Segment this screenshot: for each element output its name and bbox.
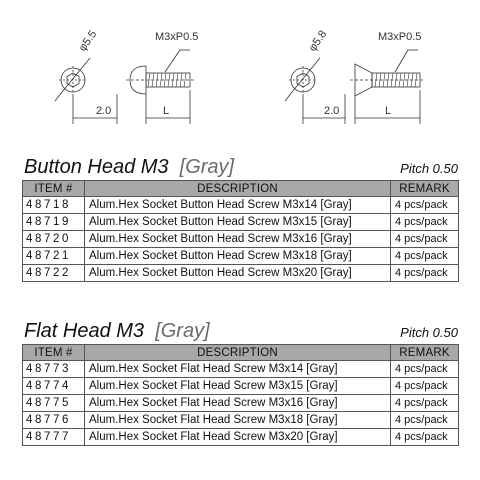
item-description: Alum.Hex Socket Flat Head Screw M3x20 [Gray] (85, 429, 391, 446)
item-number: 48719 (23, 214, 85, 231)
item-number: 48775 (23, 395, 85, 412)
button-head-drawing (55, 50, 194, 124)
item-remark: 4 pcs/pack (391, 361, 459, 378)
flat-head-section (22, 320, 458, 446)
flat-head-drawing (285, 50, 424, 124)
right-head-length-label: 2.0 (324, 105, 340, 117)
left-head-length-label: 2.0 (96, 105, 112, 117)
left-thread-label: M3xP0.5 (155, 31, 199, 43)
item-description: Alum.Hex Socket Button Head Screw M3x20 [Gray] (85, 265, 391, 282)
item-number: 48722 (23, 265, 85, 282)
section-title (22, 156, 458, 180)
table-header-row (23, 181, 459, 197)
item-description: Alum.Hex Socket Flat Head Screw M3x14 [Gray] (85, 361, 391, 378)
table-row (23, 197, 459, 214)
item-remark: 4 pcs/pack (391, 248, 459, 265)
table-row (23, 429, 459, 446)
item-number: 48774 (23, 378, 85, 395)
section-title (22, 320, 458, 344)
item-remark: 4 pcs/pack (391, 231, 459, 248)
left-length-label: L (163, 105, 170, 117)
item-remark: 4 pcs/pack (391, 197, 459, 214)
section-name: Button Head M3 (24, 156, 169, 178)
header-description: DESCRIPTION (85, 345, 391, 361)
item-description: Alum.Hex Socket Button Head Screw M3x16 [Gray] (85, 231, 391, 248)
right-thread-label: M3xP0.5 (378, 31, 422, 43)
table-header-row (23, 345, 459, 361)
item-description: Alum.Hex Socket Flat Head Screw M3x16 [Gray] (85, 395, 391, 412)
parts-table (22, 344, 459, 446)
section-name: Flat Head M3 (24, 320, 145, 342)
item-remark: 4 pcs/pack (391, 429, 459, 446)
header-item: ITEM # (23, 181, 85, 197)
screw-drawings-svg (0, 0, 480, 150)
header-remark: REMARK (391, 181, 459, 197)
item-remark: 4 pcs/pack (391, 265, 459, 282)
header-item: ITEM # (23, 345, 85, 361)
table-row (23, 248, 459, 265)
technical-drawings (0, 0, 480, 150)
table-row (23, 361, 459, 378)
item-description: Alum.Hex Socket Button Head Screw M3x15 [Gray] (85, 214, 391, 231)
item-remark: 4 pcs/pack (391, 395, 459, 412)
parts-table (22, 180, 459, 282)
header-description: DESCRIPTION (85, 181, 391, 197)
color-tag: [Gray] (179, 156, 235, 178)
header-remark: REMARK (391, 345, 459, 361)
color-tag: [Gray] (155, 320, 210, 342)
left-diameter-label: φ5.5 (76, 28, 100, 54)
table-row (23, 412, 459, 429)
item-number: 48720 (23, 231, 85, 248)
table-row (23, 231, 459, 248)
button-head-section (22, 156, 458, 282)
pitch-label: Pitch 0.50 (400, 161, 458, 176)
table-row (23, 265, 459, 282)
item-remark: 4 pcs/pack (391, 214, 459, 231)
item-number: 48773 (23, 361, 85, 378)
item-description: Alum.Hex Socket Button Head Screw M3x18 [Gray] (85, 248, 391, 265)
item-remark: 4 pcs/pack (391, 412, 459, 429)
table-row (23, 214, 459, 231)
item-number: 48718 (23, 197, 85, 214)
item-number: 48721 (23, 248, 85, 265)
item-description: Alum.Hex Socket Flat Head Screw M3x18 [Gray] (85, 412, 391, 429)
pitch-label: Pitch 0.50 (400, 325, 458, 340)
right-length-label: L (385, 105, 392, 117)
item-number: 48777 (23, 429, 85, 446)
item-description: Alum.Hex Socket Flat Head Screw M3x15 [Gray] (85, 378, 391, 395)
table-row (23, 378, 459, 395)
item-remark: 4 pcs/pack (391, 378, 459, 395)
table-row (23, 395, 459, 412)
item-description: Alum.Hex Socket Button Head Screw M3x14 [Gray] (85, 197, 391, 214)
item-number: 48776 (23, 412, 85, 429)
right-diameter-label: φ5.8 (306, 28, 330, 54)
